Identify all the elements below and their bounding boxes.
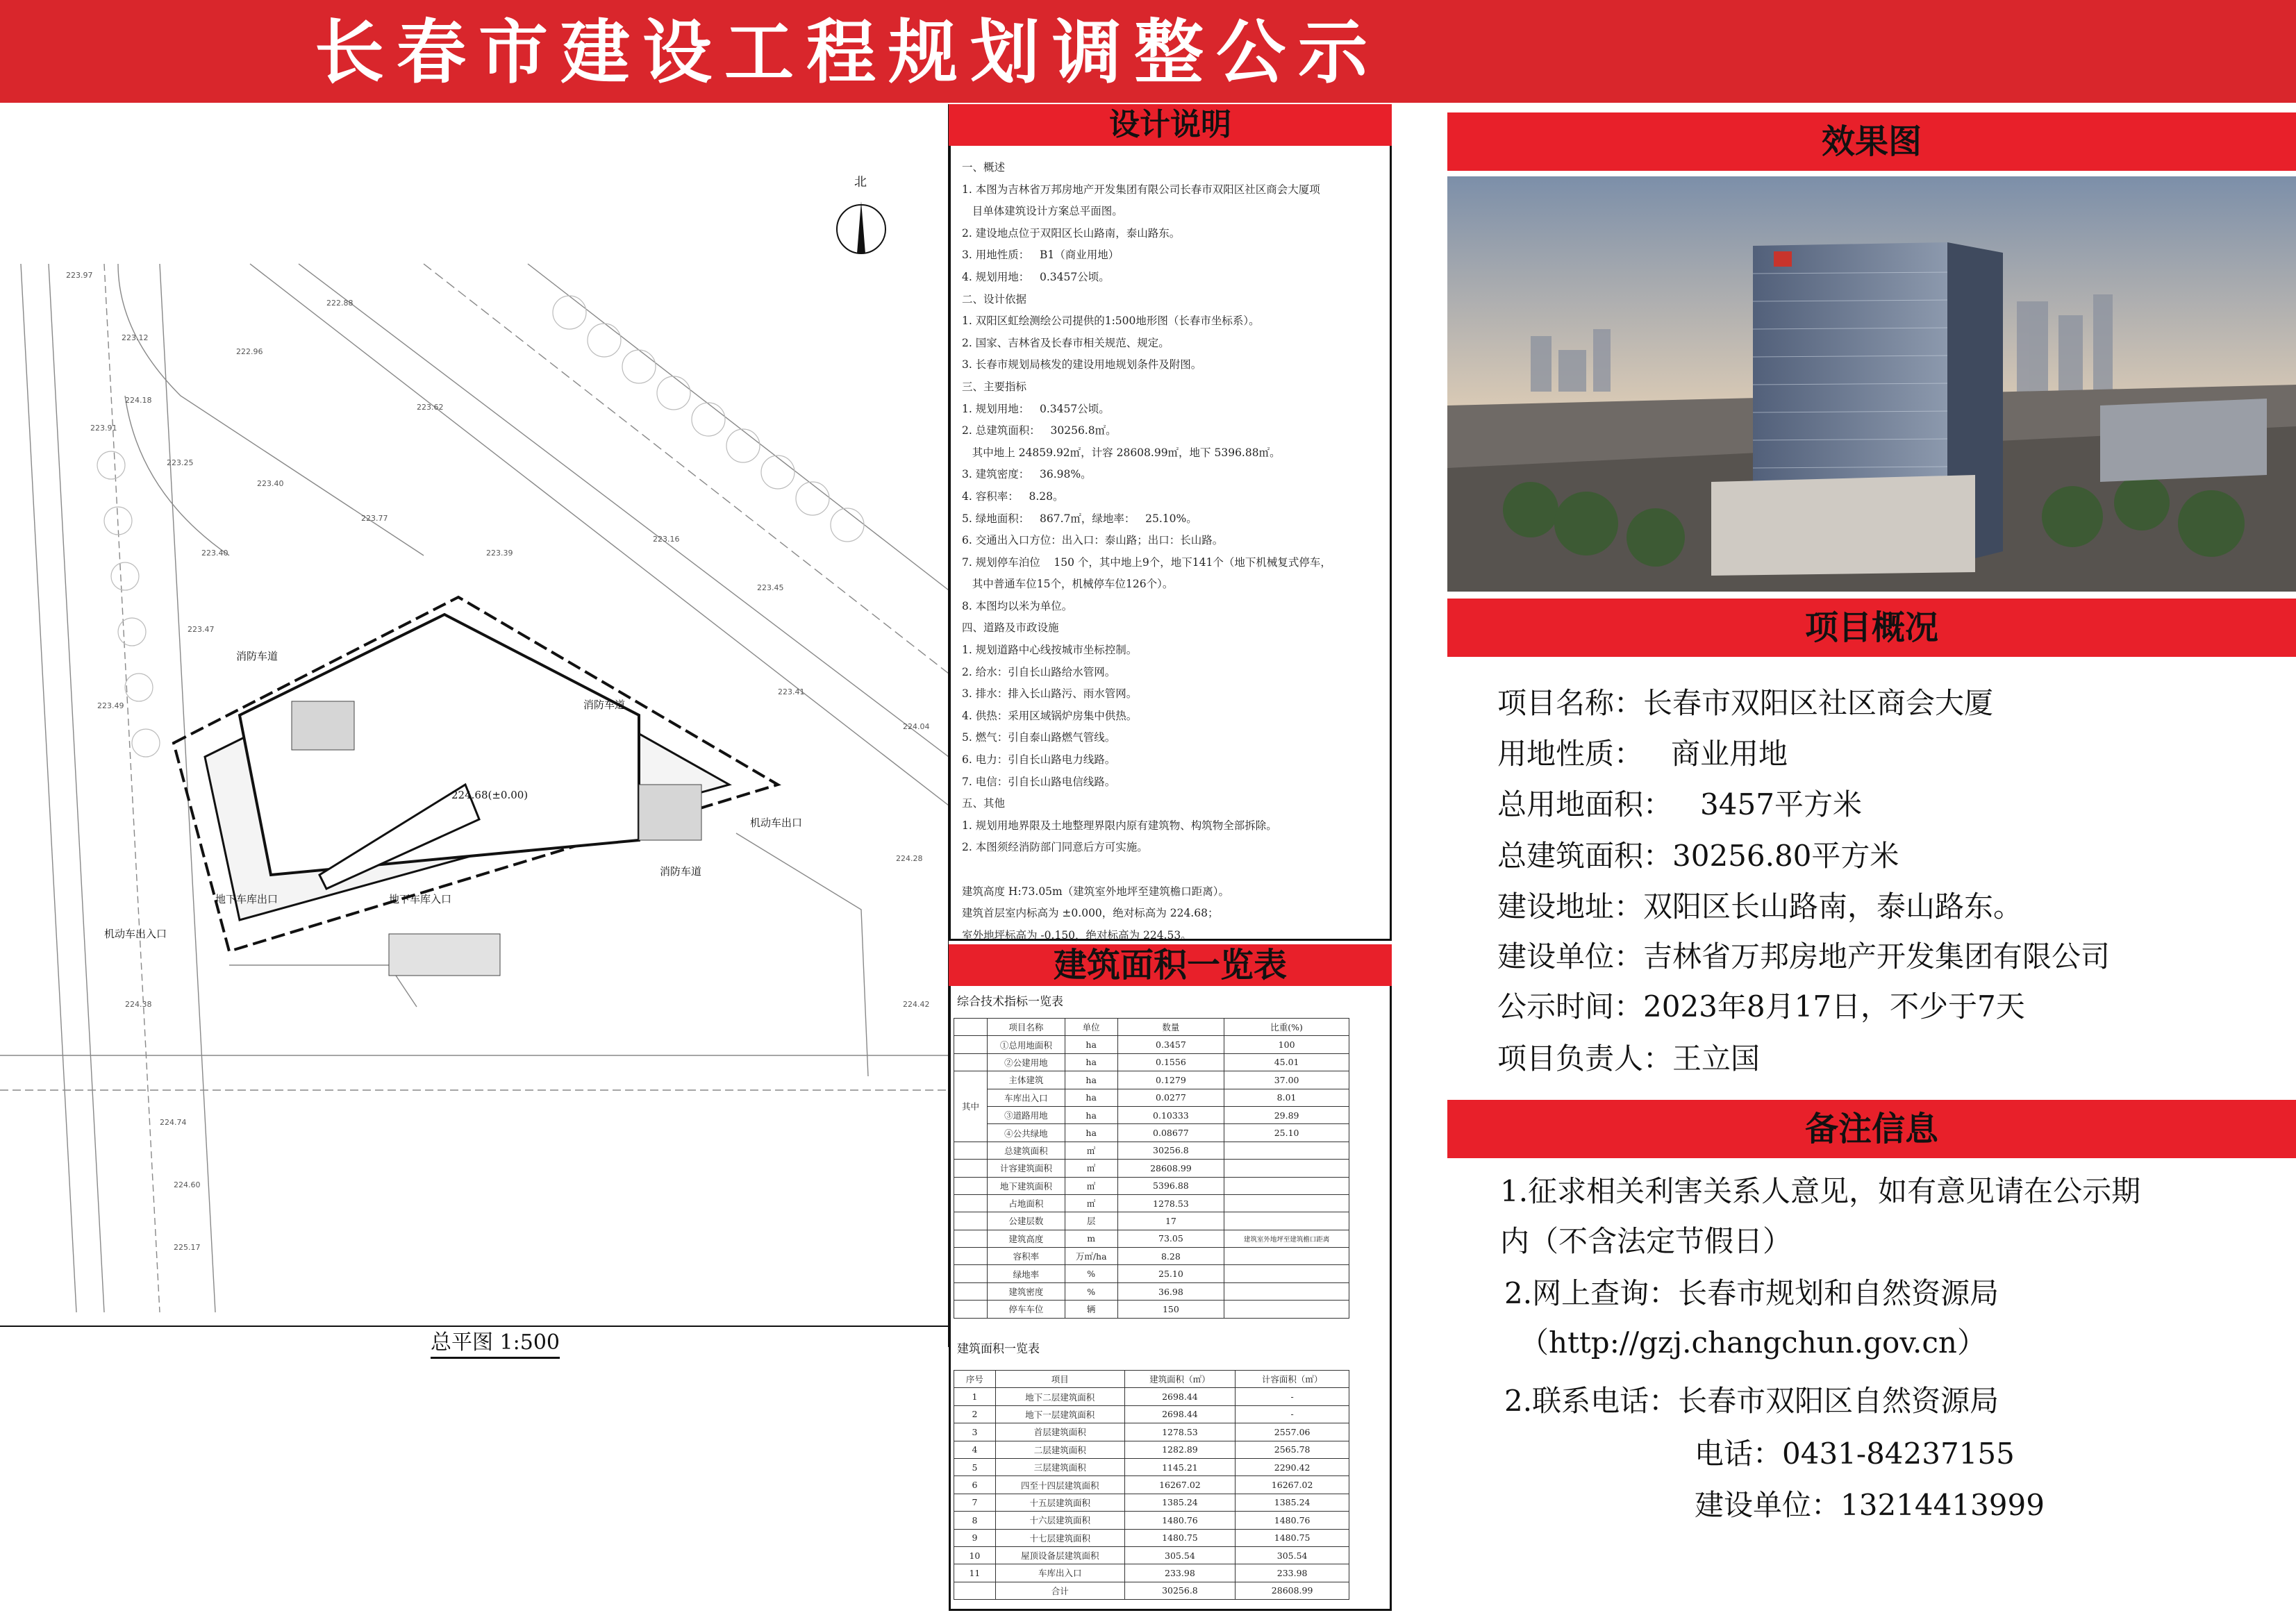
garage-exit-label: 地下车库出口 (215, 893, 278, 905)
table-cell (1224, 1160, 1349, 1177)
table-cell: 9 (954, 1529, 996, 1546)
table-row (954, 1476, 1349, 1494)
table-cell: % (1065, 1265, 1117, 1282)
table-cell: 45.01 (1224, 1053, 1349, 1071)
design-note-line: 四、道路及市政设施 (962, 621, 1059, 635)
table-row (954, 1441, 1349, 1458)
table-cell: 1480.75 (1124, 1529, 1236, 1546)
table-cell: ㎡ (1065, 1142, 1117, 1159)
table-cell: 层 (1065, 1212, 1117, 1230)
table-cell: 3 (954, 1423, 996, 1441)
table-cell: 8 (954, 1512, 996, 1529)
table-cell: 十五层建筑面积 (995, 1494, 1124, 1511)
table-row (954, 1582, 1349, 1599)
table-row (954, 1282, 1349, 1300)
svg-text:223.25: 223.25 (167, 458, 194, 467)
table-cell: ②公建用地 (987, 1053, 1065, 1071)
table-cell (954, 1582, 996, 1599)
table-cell: 公建层数 (987, 1212, 1065, 1230)
design-note-line: 4. 供热：采用区域锅炉房集中供热。 (962, 709, 1138, 722)
table-cell: ㎡ (1065, 1194, 1117, 1212)
design-note-line: 4. 容积率： 8.28。 (962, 490, 1064, 503)
svg-text:223.77: 223.77 (361, 514, 388, 523)
design-note-line: 1. 规划道路中心线按城市坐标控制。 (962, 644, 1138, 657)
notes-title: 备注信息 (1447, 1100, 2296, 1158)
design-note-line: 五、其他 (962, 797, 1006, 810)
tech-group-cell (954, 1194, 988, 1212)
overview-line: 总用地面积： 3457平方米 (1497, 787, 1862, 821)
overview-line: 用地性质： 商业用地 (1497, 737, 1788, 771)
table-cell: 停车车位 (987, 1301, 1065, 1318)
table-cell: 1480.75 (1236, 1529, 1349, 1546)
design-note-line: 5. 燃气：引自泰山路燃气管线。 (962, 731, 1116, 744)
design-note-line: 建筑首层室内标高为 ±0.000，绝对标高为 224.68； (962, 907, 1219, 920)
tech-header-cell: 数量 (1117, 1019, 1224, 1036)
design-note-line: 7. 规划停车泊位 150 个，其中地上9个，地下141个（地下机械复式停车， (962, 555, 1331, 569)
svg-text:224.18: 224.18 (125, 396, 152, 405)
svg-text:223.40: 223.40 (257, 479, 284, 488)
table-row (954, 1036, 1349, 1053)
table-cell: 1385.24 (1124, 1494, 1236, 1511)
table-cell: 1145.21 (1124, 1458, 1236, 1475)
table-cell: 8.01 (1224, 1089, 1349, 1106)
table-row (954, 1160, 1349, 1177)
table-cell: 100 (1224, 1036, 1349, 1053)
design-note-line: 3. 建筑密度： 36.98%。 (962, 468, 1092, 481)
table-cell: 2290.42 (1236, 1458, 1349, 1475)
table-cell: 29.89 (1224, 1106, 1349, 1123)
tech-group-cell (954, 1177, 988, 1194)
overview-line: 总建筑面积：30256.80平方米 (1497, 839, 1899, 873)
table-cell: 233.98 (1124, 1564, 1236, 1582)
design-note-line: 2. 本图须经消防部门同意后方可实施。 (962, 841, 1148, 854)
table-cell: ④公共绿地 (987, 1124, 1065, 1142)
table-row (954, 1405, 1349, 1423)
svg-text:224.74: 224.74 (160, 1118, 187, 1127)
table-cell: 10 (954, 1546, 996, 1564)
table-cell (1224, 1248, 1349, 1265)
table-cell: 25.10 (1224, 1124, 1349, 1142)
table-cell: 28608.99 (1236, 1582, 1349, 1599)
table-cell: 地下建筑面积 (987, 1177, 1065, 1194)
design-note-line: 7. 电信：引自长山路电信线路。 (962, 775, 1116, 788)
table-cell: 30256.8 (1117, 1142, 1224, 1159)
table-cell: 三层建筑面积 (995, 1458, 1124, 1475)
tech-header-blank (954, 1019, 988, 1036)
tech-indicator-table (954, 1018, 1349, 1319)
table-cell (1224, 1194, 1349, 1212)
note-line: 2.联系电话：长春市双阳区自然资源局 (1504, 1384, 1999, 1418)
table-cell: 5396.88 (1117, 1177, 1224, 1194)
table-cell: ①总用地面积 (987, 1036, 1065, 1053)
page-title: 长春市建设工程规划调整公示 (315, 11, 1380, 93)
table-cell: 0.10333 (1117, 1106, 1224, 1123)
table-cell: 二层建筑面积 (995, 1441, 1124, 1458)
area-table-title: 建筑面积一览表 (949, 944, 1392, 986)
design-note-line: 1. 双阳区虹绘测绘公司提供的1:500地形图（长春市坐标系）。 (962, 315, 1260, 328)
table-cell: 地下二层建筑面积 (995, 1388, 1124, 1405)
tech-group-cell (954, 1160, 988, 1177)
table-row (954, 1494, 1349, 1511)
svg-text:222.96: 222.96 (236, 347, 263, 356)
note-line: 电话：0431-84237155 (1695, 1437, 2015, 1471)
table-cell: 1278.53 (1117, 1194, 1224, 1212)
overview-line: 建设地址：双阳区长山路南，泰山路东。 (1497, 889, 2023, 923)
note-line: 建设单位：13214413999 (1695, 1488, 2045, 1522)
table-cell: 总建筑面积 (987, 1142, 1065, 1159)
table-row (954, 1564, 1349, 1582)
design-notes-text (962, 157, 1386, 946)
table-cell: 十六层建筑面积 (995, 1512, 1124, 1529)
table-cell: 容积率 (987, 1248, 1065, 1265)
table-cell: 0.08677 (1117, 1124, 1224, 1142)
note-line: 1.征求相关利害关系人意见，如有意见请在公示期 (1500, 1174, 2141, 1208)
table-cell (1224, 1212, 1349, 1230)
fire-lane-label-2: 消防车道 (583, 699, 626, 711)
table-cell: % (1065, 1282, 1117, 1300)
table-cell: ha (1065, 1106, 1117, 1123)
floor-elevation-label: 224.68(±0.00) (451, 789, 529, 801)
design-note-line: 其中地上 24859.92㎡，计容 28608.99㎡，地下 5396.88㎡。 (962, 446, 1281, 459)
table-cell: 车库出入口 (987, 1089, 1065, 1106)
table-row (954, 1388, 1349, 1405)
svg-text:224.04: 224.04 (903, 722, 930, 731)
table-cell: 16267.02 (1236, 1476, 1349, 1494)
table-cell: ㎡ (1065, 1160, 1117, 1177)
overview-title: 项目概况 (1447, 599, 2296, 657)
svg-text:225.17: 225.17 (174, 1243, 201, 1252)
design-note-line: 8. 本图均以米为单位。 (962, 599, 1073, 612)
svg-text:223.45: 223.45 (757, 583, 784, 592)
table-cell: 屋顶设备层建筑面积 (995, 1546, 1124, 1564)
table-cell (1224, 1301, 1349, 1318)
site-plan-drawing (0, 104, 949, 1347)
design-note-line: 2. 建设地点位于双阳区长山路南，泰山路东。 (962, 226, 1181, 240)
table-row (954, 1458, 1349, 1475)
tech-group-cell (954, 1036, 988, 1053)
note-line: 内（不含法定节假日） (1500, 1224, 1792, 1258)
table-row (954, 1301, 1349, 1318)
table-row (954, 1423, 1349, 1441)
table-cell: ha (1065, 1071, 1117, 1089)
svg-text:223.91: 223.91 (90, 424, 117, 433)
table-cell: ha (1065, 1089, 1117, 1106)
table-cell: 37.00 (1224, 1071, 1349, 1089)
design-note-line: 建筑高度 H:73.05m（建筑室外地坪至建筑檐口距离）。 (962, 885, 1229, 898)
table-cell: m (1065, 1230, 1117, 1247)
table-cell: 4 (954, 1441, 996, 1458)
table-cell: 建筑密度 (987, 1282, 1065, 1300)
design-note-line: 6. 交通出入口方位：出入口：泰山路；出口：长山路。 (962, 534, 1224, 547)
table-row (954, 1248, 1349, 1265)
svg-text:224.28: 224.28 (896, 854, 923, 863)
table-cell: - (1236, 1405, 1349, 1423)
svg-text:224.60: 224.60 (174, 1180, 201, 1189)
list-header-cell: 项目 (995, 1371, 1124, 1388)
table-cell: 8.28 (1117, 1248, 1224, 1265)
table-cell (1224, 1142, 1349, 1159)
table-cell: 2698.44 (1124, 1388, 1236, 1405)
tech-table-title: 综合技术指标一览表 (957, 995, 1063, 1009)
table-cell: 36.98 (1117, 1282, 1224, 1300)
svg-text:224.38: 224.38 (125, 1000, 152, 1009)
svg-text:223.40: 223.40 (201, 549, 228, 558)
table-cell: 2565.78 (1236, 1441, 1349, 1458)
table-cell: 0.1556 (1117, 1053, 1224, 1071)
table-cell: ha (1065, 1124, 1117, 1142)
table-cell: 1385.24 (1236, 1494, 1349, 1511)
table-cell: 占地面积 (987, 1194, 1065, 1212)
table-cell: 绿地率 (987, 1265, 1065, 1282)
vehicle-entrance-label: 机动车出入口 (104, 928, 167, 940)
table-cell (1224, 1282, 1349, 1300)
table-cell: 建筑高度 (987, 1230, 1065, 1247)
table-cell: ③道路用地 (987, 1106, 1065, 1123)
tech-group-label: 其中 (954, 1071, 988, 1142)
table-cell: ha (1065, 1053, 1117, 1071)
table-cell: 233.98 (1236, 1564, 1349, 1582)
tech-group-cell (954, 1212, 988, 1230)
table-row (954, 1053, 1349, 1071)
site-plan-scale-label: 总平图 1:500 (431, 1325, 560, 1359)
design-note-line: 6. 电力：引自长山路电力线路。 (962, 753, 1116, 767)
render-title: 效果图 (1447, 112, 2296, 171)
table-cell: ha (1065, 1036, 1117, 1053)
table-cell: 2698.44 (1124, 1405, 1236, 1423)
garage-entrance-label: 地下车库入口 (389, 893, 452, 905)
table-cell: 合计 (995, 1582, 1124, 1599)
svg-text:223.62: 223.62 (417, 403, 444, 412)
design-note-line (962, 859, 1386, 881)
svg-text:223.47: 223.47 (188, 625, 215, 634)
overview-line: 公示时间：2023年8月17日，不少于7天 (1497, 989, 2025, 1023)
tech-header-cell: 比重(%) (1224, 1019, 1349, 1036)
table-cell: 28608.99 (1117, 1160, 1224, 1177)
tech-group-cell (954, 1230, 988, 1247)
tech-header-cell: 单位 (1065, 1019, 1117, 1036)
table-cell: 首层建筑面积 (995, 1423, 1124, 1441)
table-row (954, 1106, 1349, 1123)
table-row (954, 1512, 1349, 1529)
design-note-line: 2. 国家、吉林省及长春市相关规范、规定。 (962, 336, 1170, 349)
north-label: 北 (854, 175, 867, 190)
table-cell: 305.54 (1236, 1546, 1349, 1564)
floor-area-table (954, 1370, 1349, 1600)
table-row (954, 1265, 1349, 1282)
table-cell: 主体建筑 (987, 1071, 1065, 1089)
svg-text:223.97: 223.97 (66, 271, 93, 280)
table-cell: 2 (954, 1405, 996, 1423)
overview-line: 项目负责人：王立国 (1497, 1042, 1761, 1076)
svg-text:223.16: 223.16 (653, 535, 680, 544)
table-cell: 1 (954, 1388, 996, 1405)
design-note-line: 目单体建筑设计方案总平面图。 (962, 205, 1123, 218)
tech-group-cell (954, 1265, 988, 1282)
list-header-cell: 计容面积（㎡） (1236, 1371, 1349, 1388)
table-row (954, 1124, 1349, 1142)
svg-text:223.41: 223.41 (778, 687, 805, 696)
design-note-line: 二、设计依据 (962, 292, 1027, 306)
table-row (954, 1194, 1349, 1212)
table-row (954, 1177, 1349, 1194)
design-note-line: 1. 本图为吉林省万邦房地产开发集团有限公司长春市双阳区社区商会大厦项 (962, 183, 1320, 196)
design-note-line: 2. 总建筑面积： 30256.8㎡。 (962, 424, 1117, 437)
note-line: 2.网上查询：长春市规划和自然资源局 (1504, 1276, 1999, 1310)
list-header-cell: 建筑面积（㎡） (1124, 1371, 1236, 1388)
design-note-line: 一、概述 (962, 161, 1006, 174)
tech-header-cell: 项目名称 (987, 1019, 1065, 1036)
list-header-cell: 序号 (954, 1371, 996, 1388)
table-cell (1224, 1177, 1349, 1194)
area-list-title: 建筑面积一览表 (957, 1342, 1040, 1356)
table-cell: - (1236, 1388, 1349, 1405)
design-note-line: 5. 绿地面积： 867.7㎡，绿地率： 25.10%。 (962, 512, 1197, 525)
table-row (954, 1546, 1349, 1564)
table-row (954, 1142, 1349, 1159)
table-cell: 16267.02 (1124, 1476, 1236, 1494)
design-notes-title: 设计说明 (949, 104, 1392, 146)
table-cell: 1480.76 (1236, 1512, 1349, 1529)
design-note-line: 4. 规划用地： 0.3457公顷。 (962, 270, 1110, 283)
design-note-line: 三、主要指标 (962, 380, 1027, 393)
fire-lane-label-3: 消防车道 (660, 865, 702, 878)
building-rendering-image (1447, 176, 2296, 592)
design-note-line: 室外地坪标高为 -0.150，绝对标高为 224.53。 (962, 928, 1192, 942)
fire-lane-label: 消防车道 (236, 650, 278, 662)
table-cell: 0.1279 (1117, 1071, 1224, 1089)
svg-text:223.12: 223.12 (122, 333, 149, 342)
table-cell: 7 (954, 1494, 996, 1511)
design-note-line: 其中普通车位15个，机械停车位126个）。 (962, 578, 1174, 591)
table-cell: 150 (1117, 1301, 1224, 1318)
table-row (954, 1230, 1349, 1247)
design-note-line: 3. 长春市规划局核发的建设用地规划条件及附图。 (962, 358, 1202, 371)
table-cell: 0.3457 (1117, 1036, 1224, 1053)
table-cell: 辆 (1065, 1301, 1117, 1318)
table-cell: 1278.53 (1124, 1423, 1236, 1441)
design-note-line: 3. 用地性质： B1（商业用地） (962, 249, 1120, 262)
table-row (954, 1212, 1349, 1230)
table-cell: 73.05 (1117, 1230, 1224, 1247)
table-row (954, 1089, 1349, 1106)
tech-group-cell (954, 1301, 988, 1318)
overview-line: 项目名称：长春市双阳区社区商会大厦 (1497, 686, 1994, 720)
table-cell: 30256.8 (1124, 1582, 1236, 1599)
tech-group-cell (954, 1248, 988, 1265)
table-cell: 305.54 (1124, 1546, 1236, 1564)
tech-group-cell (954, 1053, 988, 1071)
table-cell: 6 (954, 1476, 996, 1494)
note-line: （http://gzj.changchun.gov.cn） (1520, 1326, 1986, 1360)
table-cell: 四至十四层建筑面积 (995, 1476, 1124, 1494)
design-note-line: 1. 规划用地界限及土地整理界限内原有建筑物、构筑物全部拆除。 (962, 819, 1277, 832)
table-cell: 地下一层建筑面积 (995, 1405, 1124, 1423)
table-row (954, 1529, 1349, 1546)
table-row (954, 1071, 1349, 1089)
table-cell: 0.0277 (1117, 1089, 1224, 1106)
svg-text:224.42: 224.42 (903, 1000, 930, 1009)
table-cell: 5 (954, 1458, 996, 1475)
table-cell: 17 (1117, 1212, 1224, 1230)
design-note-line: 1. 规划用地： 0.3457公顷。 (962, 402, 1110, 415)
table-cell: 万㎡/ha (1065, 1248, 1117, 1265)
table-cell: 2557.06 (1236, 1423, 1349, 1441)
table-cell: 1282.89 (1124, 1441, 1236, 1458)
table-cell: 11 (954, 1564, 996, 1582)
table-cell: 计容建筑面积 (987, 1160, 1065, 1177)
table-cell: ㎡ (1065, 1177, 1117, 1194)
table-cell: 十七层建筑面积 (995, 1529, 1124, 1546)
svg-text:222.88: 222.88 (326, 299, 353, 308)
table-cell (1224, 1265, 1349, 1282)
vehicle-exit-label: 机动车出口 (750, 817, 803, 829)
table-cell: 建筑室外地坪至建筑檐口距离 (1224, 1230, 1349, 1247)
tech-group-cell (954, 1282, 988, 1300)
design-note-line: 2. 给水：引自长山路给水管网。 (962, 665, 1116, 678)
svg-text:223.39: 223.39 (486, 549, 513, 558)
table-cell: 车库出入口 (995, 1564, 1124, 1582)
table-cell: 25.10 (1117, 1265, 1224, 1282)
overview-line: 建设单位：吉林省万邦房地产开发集团有限公司 (1497, 939, 2111, 973)
tech-group-cell (954, 1142, 988, 1159)
table-cell: 1480.76 (1124, 1512, 1236, 1529)
svg-text:223.49: 223.49 (97, 701, 124, 710)
design-note-line: 3. 排水：排入长山路污、雨水管网。 (962, 687, 1138, 701)
